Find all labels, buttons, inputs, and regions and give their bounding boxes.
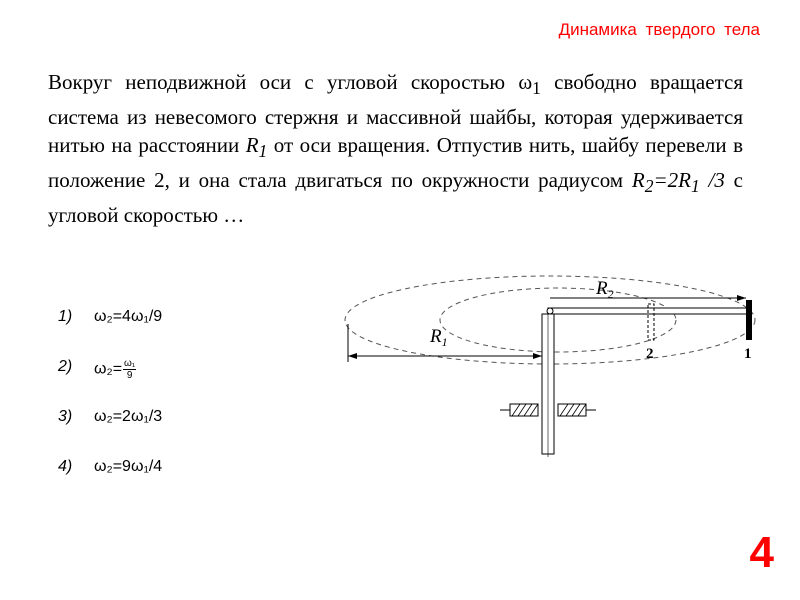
answer-formula: ω₂=2ω₁/3 [94, 408, 163, 425]
rod [548, 308, 750, 314]
position-2-label: 2 [646, 346, 654, 362]
bearing-left [510, 404, 538, 416]
answer-option-1[interactable] [58, 300, 298, 350]
answer-formula: ω₂=4ω₁/9 [94, 308, 163, 325]
answer-number: 1) [58, 308, 73, 325]
answer-number: 4) [58, 458, 73, 475]
washer-position-1 [746, 300, 752, 340]
bearing-right [558, 404, 586, 416]
r1-label: $R_1$ [430, 326, 448, 349]
answer-formula: ω₂= $\frac{\text{ω₁}}{9}$ [94, 358, 136, 381]
topic-header: Динамика твердого тела [558, 20, 760, 39]
answer-option-4[interactable] [58, 450, 298, 500]
answer-formula: ω₂=9ω₁/4 [94, 458, 163, 475]
problem-text: Вокруг неподвижной оси с угловой скоростью $\omega_1$ свободно вращается система из невесомого стержня и массивной шайбы, которая удерживается нитью на расстоянии $R_1$ от оси вращения. Отпустив нить, шайбу перевели в положение 2, и она стала двигаться по окружности радиусом $R_2=2R_1$ /3 с угловой скоростью … [48, 70, 743, 227]
r2-label: $R_2$ [596, 278, 614, 301]
answer-option-2[interactable] [58, 350, 298, 400]
answer-number: 3) [58, 408, 73, 425]
page-number: 4 [749, 528, 774, 577]
rotation-diagram [330, 262, 770, 462]
answer-number: 2) [58, 358, 73, 375]
position-1-label: 1 [744, 346, 752, 362]
fraction: $\frac{\text{ω₁}}{9}$ [124, 358, 136, 381]
pivot [547, 308, 553, 314]
answer-options [58, 300, 298, 500]
answer-option-3[interactable] [58, 400, 298, 450]
